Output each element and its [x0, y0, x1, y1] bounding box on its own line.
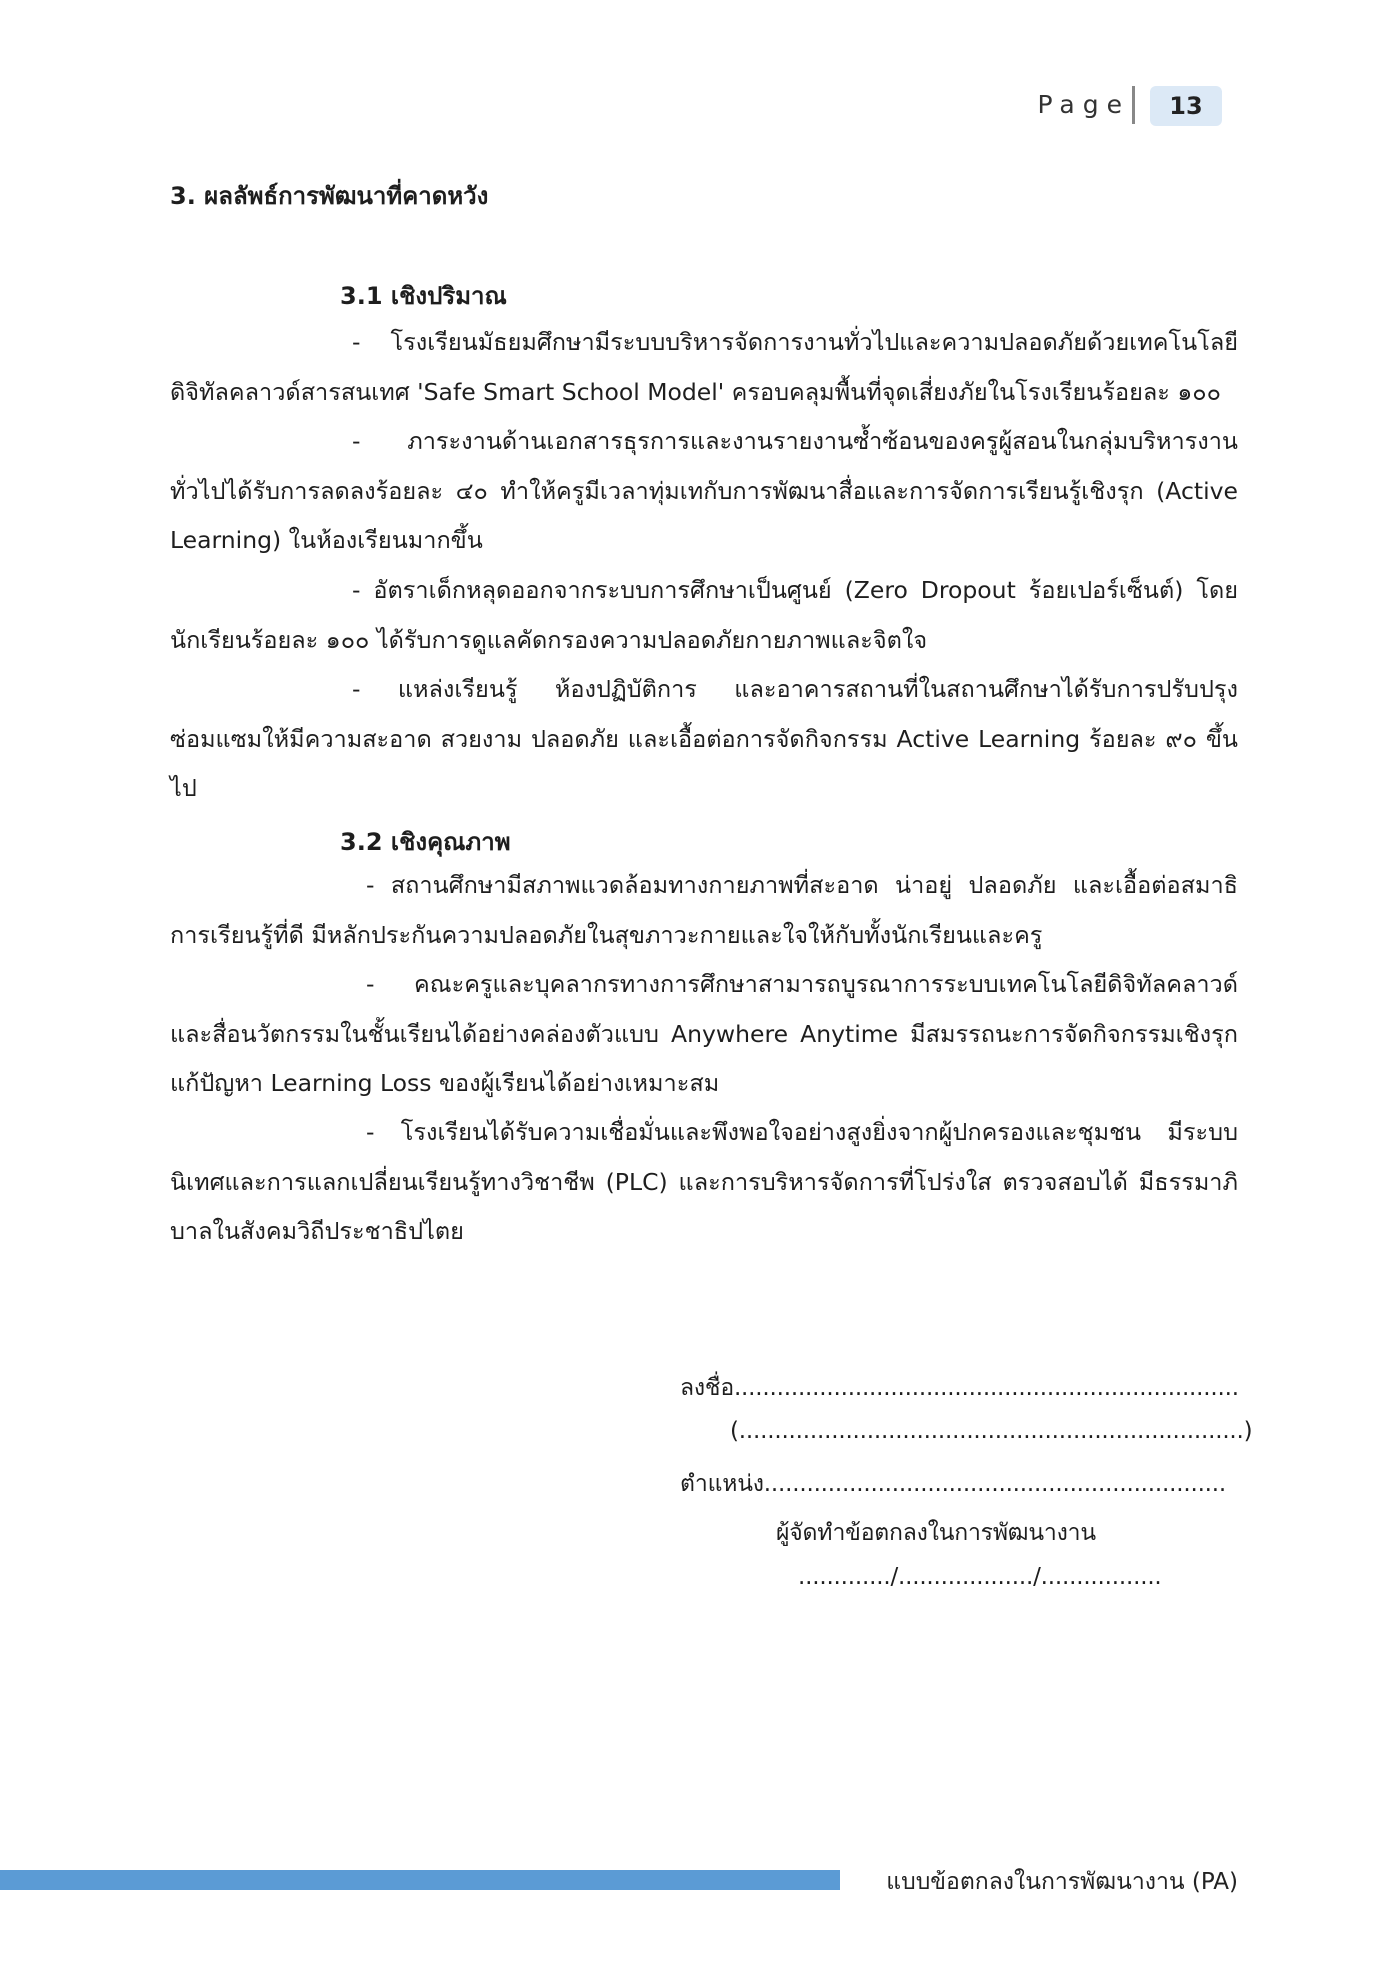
position-line: ตำแหน่ง................................................................. — [680, 1471, 1227, 1497]
footer-text: แบบข้อตกลงในการพัฒนางาน (PA) — [886, 1869, 1238, 1895]
quantity-item: - ภาระงานด้านเอกสารธุรการและงานรายงานซ้ำซ้อนของครูผู้สอนในกลุ่มบริหารงานทั่วไปได้รับการลดลงร้อยละ ๔๐ ทำให้ครูมีเวลาทุ่มเทกับการพัฒนาสื่อและการจัดการเรียนรู้เชิงรุก (Active Learning) ในห้องเรียนมากขึ้น — [170, 427, 1238, 554]
quantity-item: - อัตราเด็กหลุดออกจากระบบการศึกษาเป็นศูนย์ (Zero Dropout ร้อยเปอร์เซ็นต์) โดยนักเรียนร้อยละ ๑๐๐ ได้รับการดูแลคัดกรองความปลอดภัยกายภาพและจิตใจ — [170, 576, 1238, 654]
header-divider — [1132, 86, 1135, 124]
footer-bar — [0, 1870, 840, 1890]
page-label: Page — [1037, 90, 1130, 119]
date-line: ............./.................../................. — [798, 1564, 1162, 1590]
signer-role: ผู้จัดทำข้อตกลงในการพัฒนางาน — [776, 1520, 1096, 1546]
signature-line: ลงชื่อ....................................................................... — [680, 1375, 1239, 1401]
name-line: (.......................................................................) — [730, 1418, 1253, 1444]
page-number: 13 — [1150, 86, 1222, 126]
quality-heading: 3.2 เชิงคุณภาพ — [340, 828, 511, 856]
quantity-heading: 3.1 เชิงปริมาณ — [340, 282, 507, 310]
quantity-item: - โรงเรียนมัธยมศึกษามีระบบบริหารจัดการงานทั่วไปและความปลอดภัยด้วยเทคโนโลยีดิจิทัลคลาวด์สารสนเทศ 'Safe Smart School Model' ครอบคลุมพื้นที่จุดเสี่ยงภัยในโรงเรียนร้อยละ ๑๐๐ — [170, 328, 1238, 406]
quality-item: - โรงเรียนได้รับความเชื่อมั่นและพึงพอใจอย่างสูงยิ่งจากผู้ปกครองและชุมชน มีระบบนิเทศและการแลกเปลี่ยนเรียนรู้ทางวิชาชีพ (PLC) และการบริหารจัดการที่โปร่งใส ตรวจสอบได้ มีธรรมาภิบาลในสังคมวิถีประชาธิปไตย — [170, 1118, 1238, 1245]
quantity-item: - แหล่งเรียนรู้ ห้องปฏิบัติการ และอาคารสถานที่ในสถานศึกษาได้รับการปรับปรุงซ่อมแซมให้มีความสะอาด สวยงาม ปลอดภัย และเอื้อต่อการจัดกิจกรรม Active Learning ร้อยละ ๙๐ ขึ้นไป — [170, 675, 1238, 802]
quality-item: - สถานศึกษามีสภาพแวดล้อมทางกายภาพที่สะอาด น่าอยู่ ปลอดภัย และเอื้อต่อสมาธิการเรียนรู้ที่ดี มีหลักประกันความปลอดภัยในสุขภาวะกายและใจให้กับทั้งนักเรียนและครู — [170, 871, 1238, 949]
quality-item: - คณะครูและบุคลากรทางการศึกษาสามารถบูรณาการระบบเทคโนโลยีดิจิทัลคลาวด์และสื่อนวัตกรรมในชั้นเรียนได้อย่างคล่องตัวแบบ Anywhere Anytime มีสมรรถนะการจัดกิจกรรมเชิงรุกแก้ปัญหา Learning Loss ของผู้เรียนได้อย่างเหมาะสม — [170, 970, 1238, 1097]
section-title: 3. ผลลัพธ์การพัฒนาที่คาดหวัง — [170, 182, 489, 210]
